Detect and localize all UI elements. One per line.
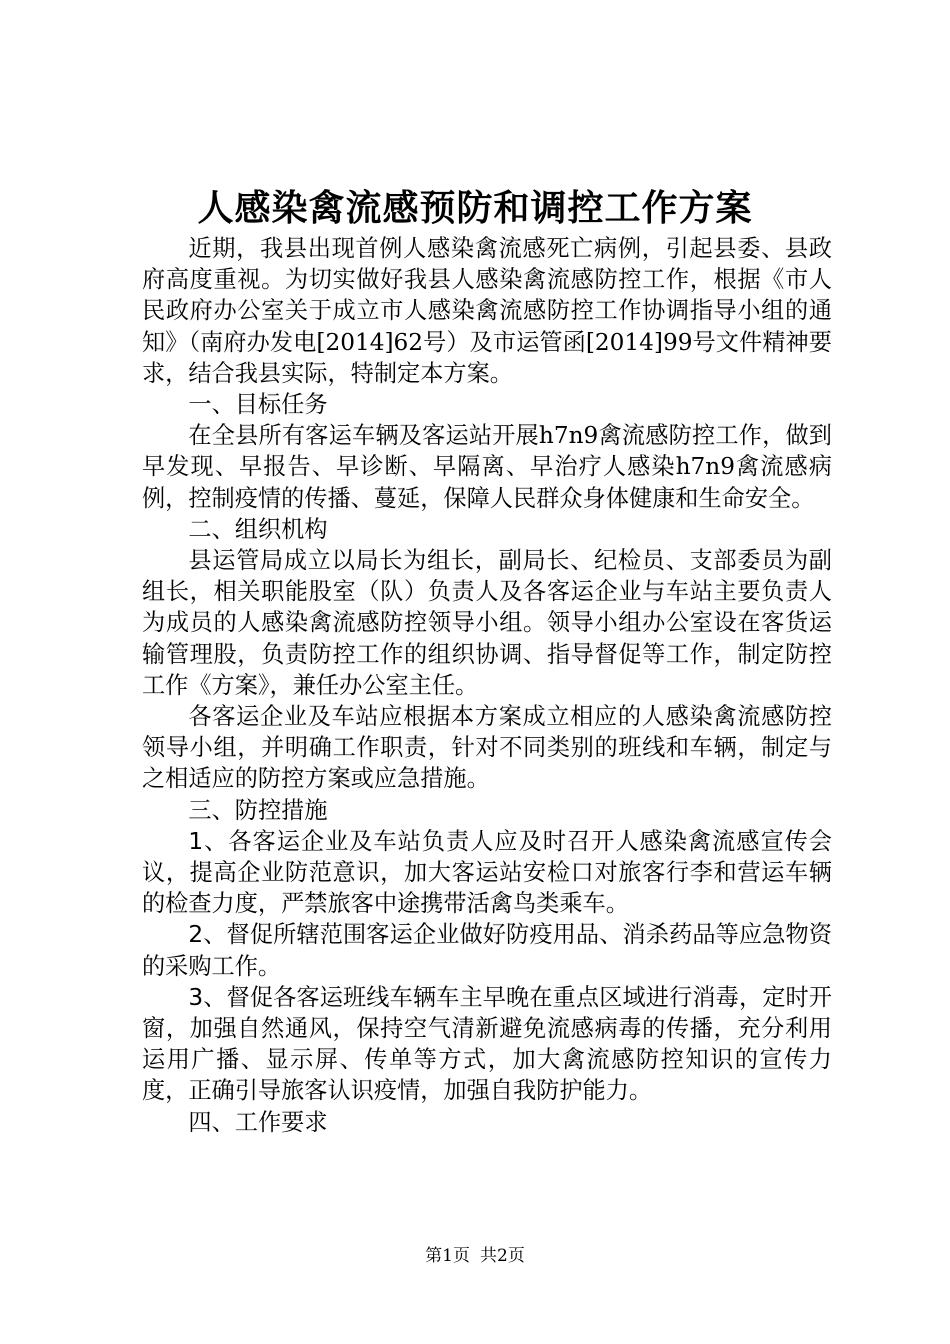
section-heading-goals: 一、目标任务 — [188, 391, 328, 419]
measure-item-1: 1、各客运企业及车站负责人应及时召开人感染禽流感宣传会议，提高企业防范意识，加大客运站安检口对旅客行李和营运车辆的检查力度，严禁旅客中途携带活禽鸟类乘车。 — [142, 827, 832, 918]
section-heading-measures: 三、防控措施 — [188, 796, 328, 824]
page-number: 第1页 — [425, 1246, 470, 1266]
section-heading-requirements: 四、工作要求 — [188, 1108, 328, 1136]
measure-item-2: 2、督促所辖范围客运企业做好防疫用品、消杀药品等应急物资的采购工作。 — [142, 921, 832, 980]
intro-paragraph: 近期，我县出现首例人感染禽流感死亡病例，引起县委、县政府高度重视。为切实做好我县人感染禽流感防控工作，根据《市人民政府办公室关于成立市人感染禽流感防控工作协调指导小组的通知》（南府办发电[2014]62号）及市运管函[2014]99号文件精神要求，结合我县实际，特制定本方案。 — [142, 235, 832, 387]
page-footer — [0, 1245, 950, 1267]
organization-paragraph-1: 县运管局成立以局长为组长，副局长、纪检员、支部委员为副组长，相关职能股室（队）负责人及各客运企业与车站主要负责人为成员的人感染禽流感防控领导小组。领导小组办公室设在客货运输管理股，负责防控工作的组织协调、指导督促等工作，制定防控工作《方案》，兼任办公室主任。 — [142, 547, 832, 699]
document-title: 人感染禽流感预防和调控工作方案 — [197, 188, 753, 229]
measure-item-3: 3、督促各客运班线车辆车主早晚在重点区域进行消毒，定时开窗，加强自然通风，保持空气清新避免流感病毒的传播，充分利用运用广播、显示屏、传单等方式，加大禽流感防控知识的宣传力度，正确引导旅客认识疫情，加强自我防护能力。 — [142, 983, 832, 1105]
organization-paragraph-2: 各客运企业及车站应根据本方案成立相应的人感染禽流感防控领导小组，并明确工作职责，针对不同类别的班线和车辆，制定与之相适应的防控方案或应急措施。 — [142, 703, 832, 793]
goals-paragraph: 在全县所有客运车辆及客运站开展h7n9禽流感防控工作，做到早发现、早报告、早诊断、早隔离、早治疗人感染h7n9禽流感病例，控制疫情的传播、蔓延，保障人民群众身体健康和生命安全。 — [142, 422, 832, 512]
section-heading-organization: 二、组织机构 — [188, 515, 328, 543]
document-body — [142, 233, 832, 1138]
page-total: 共2页 — [480, 1246, 525, 1266]
